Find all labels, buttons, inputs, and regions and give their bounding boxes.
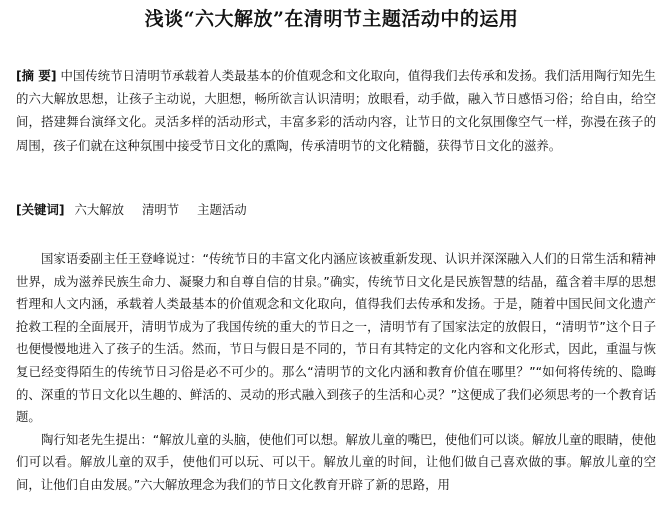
- abstract-label: [摘 要]: [16, 68, 57, 83]
- keyword-item: 清明节: [141, 202, 180, 217]
- abstract-text: 中国传统节日清明节承载着人类最基本的价值观念和文化取向，值得我们去传承和发扬。我们活用陶行知先生的六大解放思想，让孩子主动说，大胆想，畅所欲言认识清明；放眼看，动手做，融入节日感悟习俗；给自由，给空间，搭建舞台演绎文化。灵活多样的活动形式，丰富多彩的活动内容，让节日的文化氛围像空气一样，弥漫在孩子的周围，孩子们就在这种氛围中接受节日文化的熏陶，传承清明节的文化精髓，获得节日文化的滋养。: [16, 68, 657, 153]
- keyword-item: 六大解放: [74, 202, 125, 217]
- body-text: [16, 248, 656, 497]
- keyword-item: 主题活动: [197, 202, 247, 217]
- document-title: 浅谈“六大解放”在清明节主题活动中的运用: [144, 8, 519, 30]
- abstract: [16, 64, 656, 157]
- body-paragraph: 国家语委副主任王登峰说过：“传统节日的丰富文化内涵应该被重新发现、认识并深深融入人们的日常生活和精神世界，成为滋养民族生命力、凝聚力和自尊自信的甘泉。”确实，传统节日文化是民族智慧的结晶，蕴含着丰厚的思想哲理和人文内涵，承载着人类最基本的价值观念和文化取向，值得我们去传承和发扬。于是，随着中国民间文化遗产抢救工程的全面展开，清明节成为了我国传统的重大的节日之一，清明节有了国家法定的放假日，“清明节”这个日子也便慢慢地进入了孩子的生活。然而，节日与假日是不同的，节日有其特定的文化内容和文化形式，因此，重温与恢复已经变得陌生的传统节日习俗是必不可少的。那么“清明节的文化内涵和教育价值在哪里？”“如何将传统的、隐晦的、深重的节日文化以生趣的、鲜活的、灵动的形式融入到孩子的生活和心灵？”这便成了我们必须思考的一个教育话题。: [16, 251, 656, 425]
- body-paragraph: 陶行知老先生提出：“解放儿童的头脑，使他们可以想。解放儿童的嘴巴，使他们可以谈。解放儿童的眼睛，使他们可以看。解放儿童的双手，使他们可以玩、可以干。解放儿童的时间，让他们做自己喜欢做的事。解放儿童的空间，让他们自由发展。”六大解放理念为我们的节日文化教育开辟了新的思路，用: [16, 431, 656, 492]
- keywords: [16, 200, 656, 220]
- keywords-label: [关键词]: [16, 202, 65, 217]
